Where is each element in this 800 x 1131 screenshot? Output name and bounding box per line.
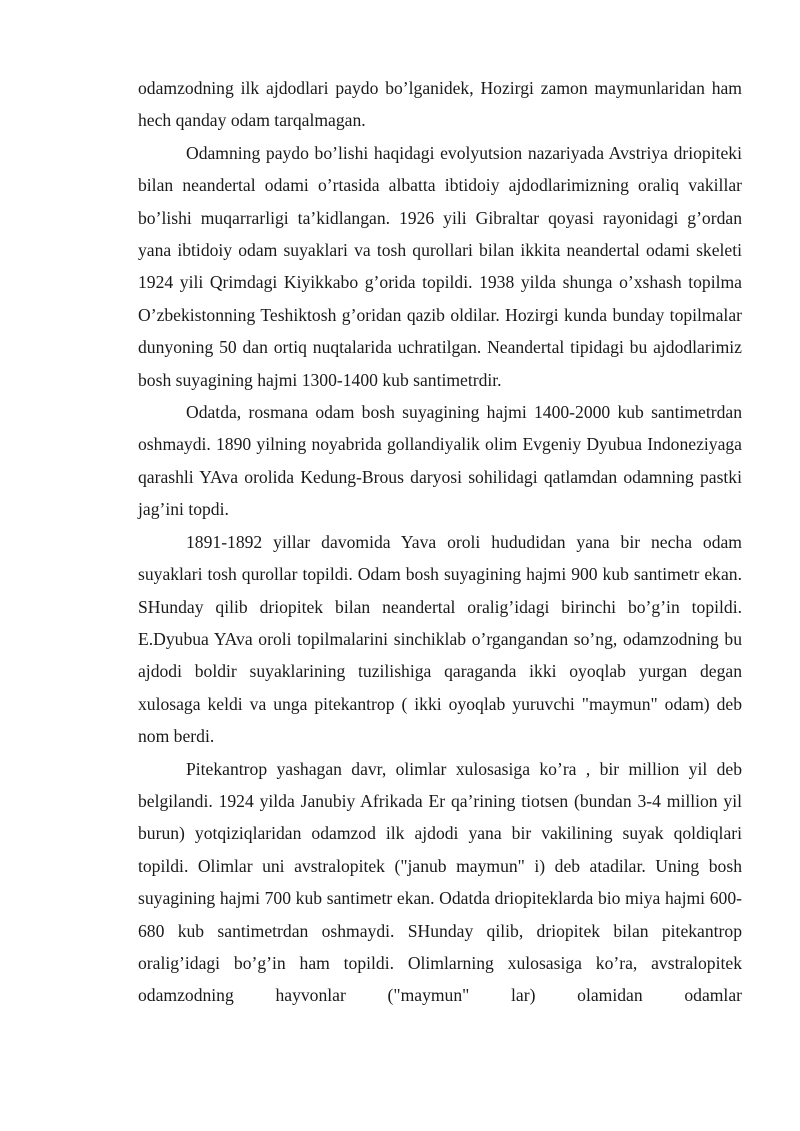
paragraph-continued: odamzodning ilk ajdodlari paydo bo’lganidek, Hozirgi zamon maymunlaridan ham hech qanday odam tarqalmagan. <box>138 78 742 131</box>
body-text <box>138 72 742 1012</box>
paragraph: Odatda, rosmana odam bosh suyagining hajmi 1400-2000 kub santimetrdan oshmaydi. 1890 yilning noyabrida gollandiyalik olim Evgeniy Dyubua Indoneziyaga qarashli YAva orolida Kedung-Brous daryosi sohilidagi qatlamdan odamning pastki jag’ini topdi. <box>138 402 742 520</box>
paragraph: 1891-1892 yillar davomida Yava oroli hududidan yana bir necha odam suyaklari tosh qurollar topildi. Odam bosh suyagining hajmi 900 kub santimetr ekan. SHunday qilib driopitek bilan neandertal oralig’idagi birinchi bo’g’in topildi. E.Dyubua YAva oroli topilmalarini sinchiklab o’rgangandan so’ng, odamzodning bu ajdodi boldir suyaklarining tuzilishiga qaraganda ikki oyoqlab yurgan degan xulosaga keldi va unga pitekantrop ( ikki oyoqlab yuruvchi "maymun" odam) deb nom berdi. <box>138 531 742 747</box>
paragraph-truncated: Pitekantrop yashagan davr, olimlar xulosasiga ko’ra , bir million yil deb belgilandi. 1924 yilda Janubiy Afrikada Er qa’rining tiotsen (bundan 3-4 million yil burun) yotqiziqlaridan odamzod ilk ajdodi yana bir vakilining suyak qoldiqlari topildi. Olimlar uni avstralopitek ("janub maymun" i) deb atadilar. Uning bosh suyagining hajmi 700 kub santimetr ekan. Odatda driopiteklarda bio miya hajmi 600-680 kub santimetrdan oshmaydi. SHunday qilib, driopitek bilan pitekantrop oralig’idagi bo’g’in ham topildi. Olimlarning xulosasiga ko’ra, avstralopitek odamzodning hayvonlar ("maymun" lar) olamidan odamlar <box>138 758 742 1006</box>
paragraph: Odamning paydo bo’lishi haqidagi evolyutsion nazariyada Avstriya driopiteki bilan neandertal odami o’rtasida albatta ibtidoiy ajdodlarimizning oraliq vakillar bo’lishi muqarrarligi ta’kidlangan. 1926 yili Gibraltar qoyasi rayonidagi g’ordan yana ibtidoiy odam suyaklari va tosh qurollari bilan ikkita neandertal odami skeleti 1924 yili Qrimdagi Kiyikkabo g’orida topildi. 1938 yilda shunga o’xshash topilma O’zbekistonning Teshiktosh g’oridan qazib oldilar. Hozirgi kunda bunday topilmalar dunyoning 50 dan ortiq nuqtalarida uchratilgan. Neandertal tipidagi bu ajdodlarimiz bosh suyagining hajmi 1300-1400 kub santimetrdir. <box>138 142 742 390</box>
